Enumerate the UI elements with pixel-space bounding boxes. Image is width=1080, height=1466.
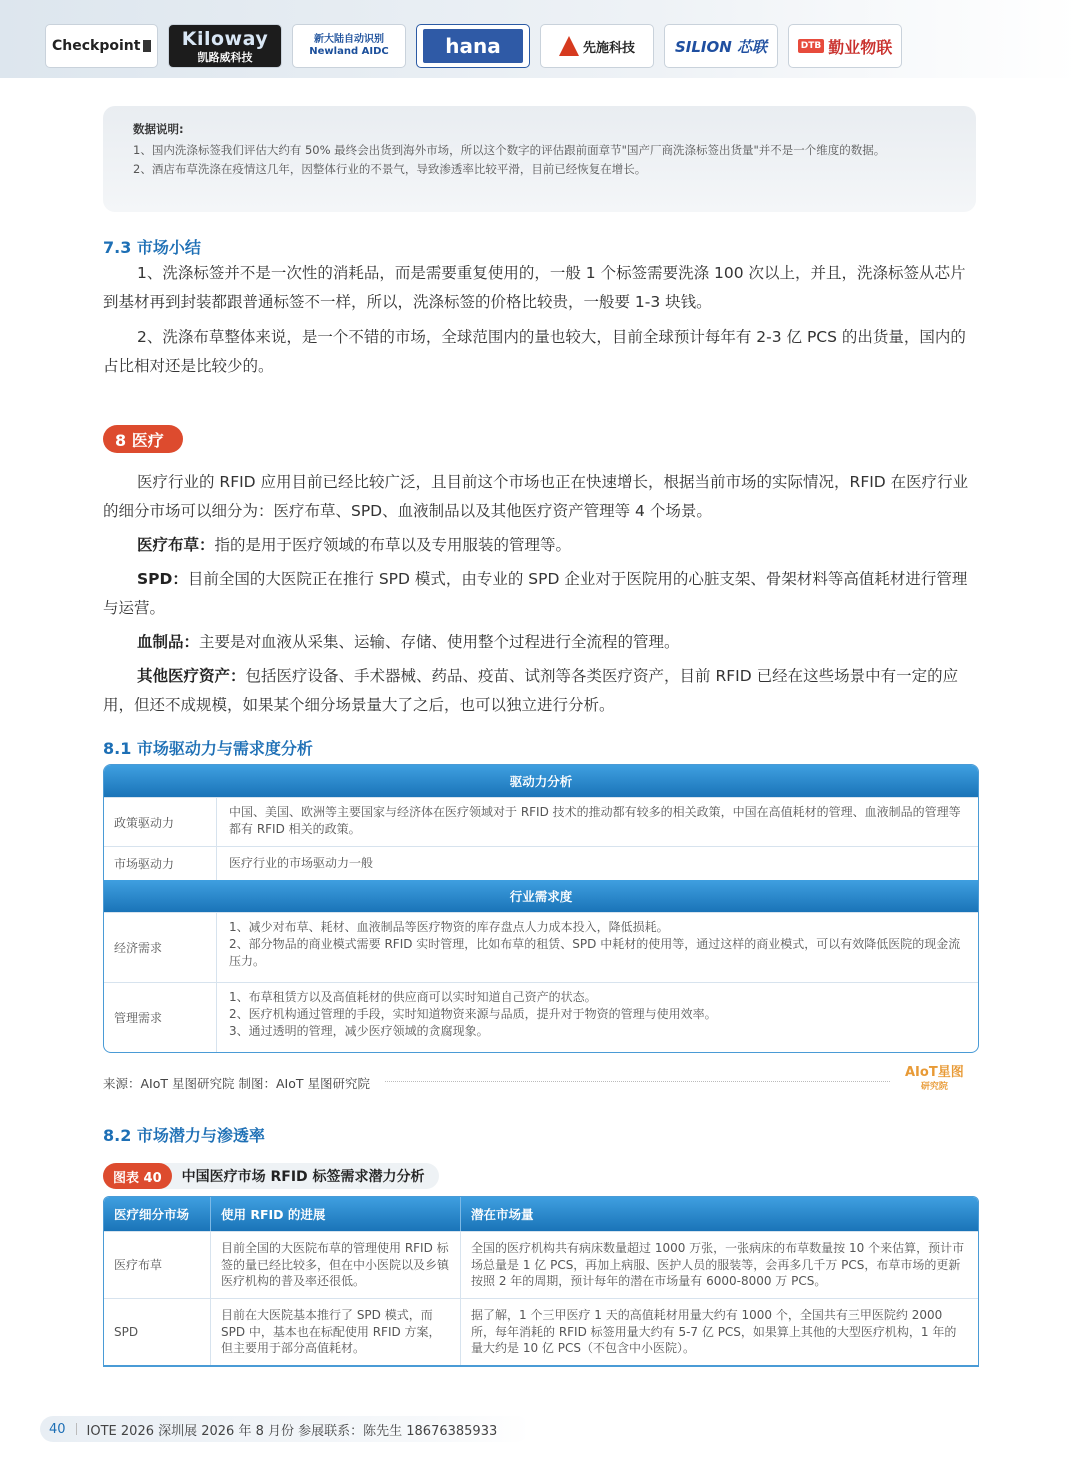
driver-demand-table xyxy=(103,764,979,1053)
section-8-2-title: 8.2 市场潜力与渗透率 xyxy=(103,1126,265,1145)
definition-linen: 医疗布草：指的是用于医疗领域的布草以及专用服装的管理等。 xyxy=(137,536,572,554)
definition-blood: 血制品：主要是对血液从采集、运输、存储、使用整个过程进行全流程的管理。 xyxy=(137,633,680,651)
source-divider xyxy=(385,1081,890,1082)
table-row: 管理需求 1、布草租赁方以及高值耗材的供应商可以实时知道自己资产的状态。 2、医疗机构通过管理的手段，实时知道物资来源与品质，提升对于物资的管理与使用效率。 3、通过透明的管理，减少医疗领域的贪腐现象。 xyxy=(104,982,978,1052)
definition-spd: SPD：目前全国的大医院正在推行 SPD 模式，由专业的 SPD 企业对于医院用的心脏支架、骨架材料等高值耗材进行管理与运营。 xyxy=(103,570,968,617)
table-row: 政策驱动力 中国、美国、欧洲等主要国家与经济体在医疗领域对于 RFID 技术的推动都有较多的相关政策，中国在高值耗材的管理、血液制品的管理等都有 RFID 相关的政策。 xyxy=(104,797,978,846)
table-row: 市场驱动力 医疗行业的市场驱动力一般 xyxy=(104,846,978,880)
data-note-title: 数据说明: xyxy=(133,122,184,136)
footer-text: IOTE 2026 深圳展 2026 年 8 月份 参展联系：陈先生 18676385933 xyxy=(86,1423,498,1439)
table-source: 来源：AIoT 星图研究院 制图：AIoT 星图研究院 xyxy=(103,1076,370,1091)
sense-mark-icon xyxy=(559,36,579,56)
section-8-intro: 医疗行业的 RFID 应用目前已经比较广泛，且目前这个市场也正在快速增长，根据当前市场的实际情况，RFID 在医疗行业的细分市场可以细分为：医疗布草、SPD、血液制品以及其他医疗资产管理等 4 个场景。 xyxy=(103,473,969,520)
newland-logo[interactable]: 新大陆自动识别 Newland AIDC xyxy=(292,24,406,68)
page-number: 40 xyxy=(49,1421,66,1437)
driver-analysis-bar: 驱动力分析 xyxy=(104,765,978,797)
sense-logo[interactable]: 先施科技 xyxy=(540,24,654,68)
footer-divider xyxy=(76,1423,77,1435)
data-note-box xyxy=(103,106,976,212)
figure-number: 图表 40 xyxy=(103,1163,172,1189)
section-7-3-para-2: 2、洗涤布草整体来说，是一个不错的市场，全球范围内的量也较大，目前全球预计每年有 2-3 亿 PCS 的出货量，国内的占比相对还是比较少的。 xyxy=(103,328,966,375)
table-row: 经济需求 1、减少对布草、耗材、血液制品等医疗物资的库存盘点人力成本投入，降低损耗。 2、部分物品的商业模式需要 RFID 实时管理，比如布草的租赁、SPD 中耗材的使用等，通过这样的商业模式，可以有效降低医院的现金流压力。 xyxy=(104,912,978,982)
data-note-line-2: 2、酒店布草洗涤在疫情这几年，因整体行业的不景气，导致渗透率比较平滑，目前已经恢复在增长。 xyxy=(133,162,647,176)
demand-bar: 行业需求度 xyxy=(104,880,978,912)
section-7-3-title: 7.3 市场小结 xyxy=(103,238,201,257)
definition-other-assets: 其他医疗资产：包括医疗设备、手术器械、药品、疫苗、试剂等各类医疗资产，目前 RFID 已经在这些场景中有一定的应用，但还不成规模，如果某个细分场景量大了之后，也可以独立进行分析。 xyxy=(103,667,959,714)
silion-logo[interactable]: SILION 芯联 xyxy=(664,24,778,68)
figure-caption xyxy=(103,1163,439,1189)
table-row: 医疗布草 目前全国的大医院布草的管理使用 RFID 标签的量已经比较多，但在中小医院以及乡镇医疗机构的普及率还很低。 全国的医疗机构共有病床数量超过 1000 万张，一张病床的布草数量按 10 个来估算，预计市场总量是 1 亿 PCS，再加上病服、医护人员的服装等，会再多几千万 PCS，布草市场的更新按照 2 年的周期，预计每年的潜在市场量有 6000-8000 万 PCS。 xyxy=(104,1231,978,1298)
checkpoint-mark-icon xyxy=(143,40,151,52)
dtb-logo[interactable]: DTB 勤业物联 xyxy=(788,24,902,68)
sponsor-logos xyxy=(45,24,902,68)
page-footer xyxy=(40,1416,530,1442)
aiot-brand-logo: AIoT星图 研究院 xyxy=(905,1065,964,1092)
data-note-line-1: 1、国内洗涤标签我们评估大约有 50% 最终会出货到海外市场，所以这个数字的评估跟前面章节"国产厂商洗涤标签出货量"并不是一个维度的数据。 xyxy=(133,143,886,157)
table-row: SPD 目前在大医院基本推行了 SPD 模式，而 SPD 中，基本也在标配使用 RFID 方案，但主要用于部分高值耗材。 据了解，1 个三甲医疗 1 天的高值耗材用量大约有 1000 个，全国共有三甲医院约 2000 所，每年消耗的 RFID 标签用量大约有 5-7 亿 PCS，如果算上其他的大型医疗机构，1 年的量大约是 10 亿 PCS（不包含中小医院）。 xyxy=(104,1298,978,1366)
section-8-badge: 8 医疗 xyxy=(103,425,183,453)
section-7-3-para-1: 1、洗涤标签并不是一次性的消耗品，而是需要重复使用的，一般 1 个标签需要洗涤 100 次以上，并且，洗涤标签从芯片到基材再到封装都跟普通标签不一样，所以，洗涤标签的价格比较贵，一般要 1-3 块钱。 xyxy=(103,264,966,311)
checkpoint-logo[interactable]: Checkpoint xyxy=(45,24,158,68)
figure-title: 中国医疗市场 RFID 标签需求潜力分析 xyxy=(181,1169,425,1185)
potential-table xyxy=(103,1196,979,1367)
section-8-1-title: 8.1 市场驱动力与需求度分析 xyxy=(103,739,313,758)
hana-logo[interactable]: hana xyxy=(416,24,530,68)
potential-table-header: 医疗细分市场 使用 RFID 的进展 潜在市场量 xyxy=(104,1197,978,1231)
kiloway-logo[interactable]: Kiloway 凯路威科技 xyxy=(168,24,282,68)
